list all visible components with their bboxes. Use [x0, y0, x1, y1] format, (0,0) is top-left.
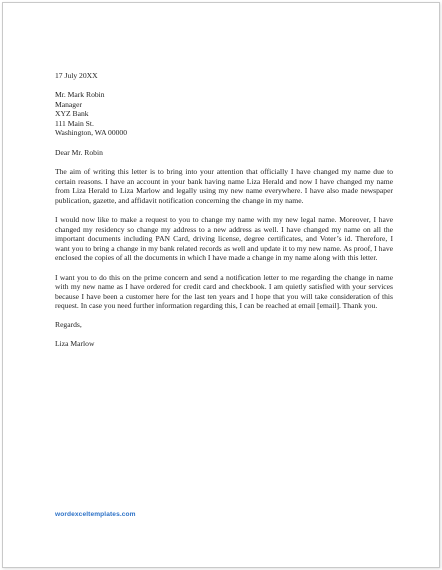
- letter-body: [55, 71, 393, 349]
- letter-date: 17 July 20XX: [55, 71, 98, 80]
- recipient-street: 111 Main St.: [55, 118, 94, 128]
- document-page: [2, 2, 440, 568]
- salutation: Dear Mr. Robin: [55, 148, 103, 158]
- recipient-city: Washington, WA 00000: [55, 128, 128, 138]
- body-paragraph-3: I want you to do this on the prime concern and send a notification letter to me regarding the change in name with my new name as I have ordered for credit card and checkbook. I am quietly satisfied with your services because I have been a customer here for the last ten years and I hope that you will take consideration of this request. In case you need further information regarding this, I can be reached at email [email]. Thank you.: [55, 272, 393, 311]
- body-paragraph-1: The aim of writing this letter is to bring into your attention that officially I have changed my name due to certain reasons. I have an account in your bank having name Liza Herald and now I have changed my name from Liza Herald to Liza Marlow and legally using my new name everywhere. I have also made newspaper publication, gazette, and affidavit notification concerning the change in my name.: [55, 167, 393, 205]
- recipient-title: Manager: [55, 99, 82, 109]
- signature-name: Liza Marlow: [55, 339, 95, 349]
- recipient-company: XYZ Bank: [55, 109, 89, 119]
- site-watermark: wordexceltemplates.com: [55, 511, 136, 518]
- closing: Regards,: [55, 320, 82, 330]
- recipient-name: Mr. Mark Robin: [55, 90, 105, 100]
- body-paragraph-2: I would now like to make a request to you to change my name with my new legal name. Moreover, I have changed my residency so change my address to a new address as well. I have changed my name on all the important documents including PAN Card, driving license, degree certificates, and Voter’s id. Therefore, I want you to bring a change in my bank related records as well and update it to my new name. As proof, I have enclosed the copies of all the documents in which I have made a change in my name along with this letter.: [55, 215, 393, 263]
- recipient-address: [55, 90, 393, 138]
